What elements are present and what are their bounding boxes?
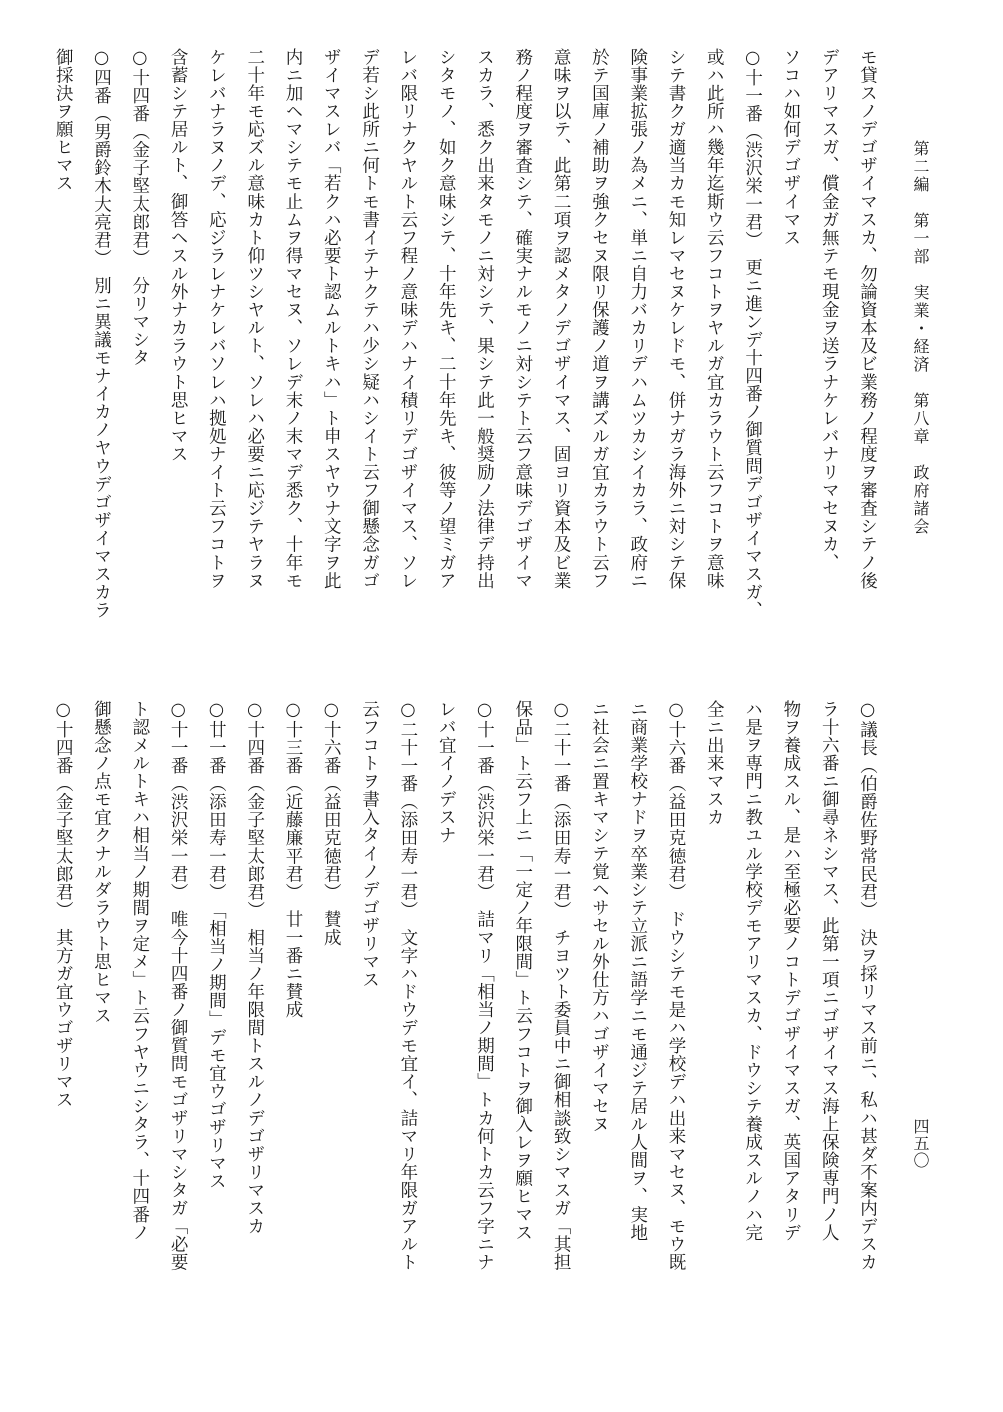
text-column: 二十年モ応ズル意味カト仰ツシヤルト、ソレハ必要ニ応ジテヤラヌ (244, 48, 265, 590)
text-column: レバ宜イノデスナ (436, 700, 457, 845)
text-column: ○十一番（渋沢栄一君） 更ニ進ンデ十四番ノ御質問デゴザイマスガ、 (742, 48, 763, 620)
running-head: 第二編 第一部 実業・経済 第八章 政府諸会 (911, 140, 930, 536)
text-column: 内ニ加ヘマシテモ止ムヲ得マセヌ、ソレデ末ノ末マデ悉ク、十年モ (283, 48, 303, 590)
text-column: 務ノ程度ヲ審査シテ、確実ナルモノニ対シテト云フ意味デゴザイマ (512, 48, 533, 590)
text-column: 保品」ト云フ上ニ「一定ノ年限間」ト云フコトヲ御入レヲ願ヒマス (512, 700, 533, 1242)
text-column: 意味ヲ以テ、此第二項ヲ認メタノデゴザイマス、固ヨリ資本及ビ業 (551, 48, 572, 590)
text-column: シタモノ、如ク意味シテ、十年先キ、二十年先キ、彼等ノ望ミガア (436, 48, 457, 590)
text-column: 含蓄シテ居ルト、御答ヘスル外ナカラウト思ヒマス (168, 48, 189, 464)
text-column: ○十四番（金子堅太郎君） 分リマシタ (129, 48, 150, 367)
text-column: 全ニ出来マスカ (704, 700, 725, 827)
text-column: デアリマスガ、償金ガ無テモ現金ヲ送ラナケレバナリマセヌカ、 (819, 48, 840, 572)
text-column: シテ書クガ適当カモ知レマセヌケレドモ、併ナガラ海外ニ対シテ保 (666, 48, 686, 590)
text-column: ○廿一番（添田寿一君） 「相当ノ期間」デモ宜ウゴザリマス (206, 700, 227, 1191)
text-column: 於テ国庫ノ補助ヲ強クセヌ限リ保護ノ道ヲ講ズルガ宜カラウト云フ (589, 48, 610, 590)
text-column: ○二十一番（添田寿一君） 文字ハドウデモ宜イ、詰マリ年限ガアルト (397, 700, 418, 1272)
text-column: スカラ、悉ク出来タモノニ対シテ、果シテ此一般奨励ノ法律デ持出 (474, 48, 495, 590)
text-column: 或ハ此所ハ幾年迄斯ウ云フコトヲヤルガ宜カラウト云フコトヲ意味 (704, 48, 725, 590)
text-column: ○十四番（金子堅太郎君） 其方ガ宜ウゴザリマス (53, 700, 74, 1109)
text-column: 険事業拡張ノ為メニ、単ニ自力バカリデハムツカシイカラ、政府ニ (627, 48, 648, 590)
text-column: ト認メルトキハ相当ノ期間ヲ定メ」ト云フヤウニシタラ、十四番ノ (129, 700, 150, 1242)
text-column: モ貸スノデゴザイマスカ、勿論資本及ビ業務ノ程度ヲ審査シテノ後 (857, 48, 878, 590)
page-number: 四五〇 (911, 1118, 930, 1169)
text-column: ソコハ如何デゴザイマス (780, 48, 801, 247)
text-column: ○議長（伯爵佐野常民君） 決ヲ採リマス前ニ、私ハ甚ダ不案内デスカ (857, 700, 878, 1272)
text-column: ザイマスレバ「若クハ必要ト認ムルトキハ」ト申スヤウナ文字ヲ此 (321, 48, 342, 590)
text-column: ○十三番（近藤廉平君） 廿一番ニ賛成 (283, 700, 303, 1019)
text-column: ○十一番（渋沢栄一君） 唯今十四番ノ御質問モゴザリマシタガ「必要 (168, 700, 189, 1272)
text-column: ○十六番（益田克徳君） 賛成 (321, 700, 342, 947)
text-column: ○十四番（金子堅太郎君） 相当ノ年限間トスルノデゴザリマスカ (244, 700, 265, 1236)
text-column: 物ヲ養成スル、是ハ至極必要ノコトデゴザイマスガ、英国アタリデ (780, 700, 801, 1242)
text-column: ○四番（男爵鈴木大亮君） 別ニ異議モナイカノヤウデゴザイマスカラ (91, 48, 112, 620)
text-column: デ若シ此所ニ何トモ書イテナクテハ少シ疑ハシイト云フ御懸念ガゴ (359, 48, 380, 590)
text-column: ケレバナラヌノデ、応ジラレナケレバソレハ拠処ナイト云フコトヲ (206, 48, 227, 590)
text-column: 御懸念ノ点モ宜クナルダラウト思ヒマス (91, 700, 112, 1025)
text-column: ○十一番（渋沢栄一君） 詰マリ「相当ノ期間」トカ何トカ云フ字ニナ (474, 700, 495, 1272)
text-column: ○十六番（益田克徳君） ドウシテモ是ハ学校デハ出来マセヌ、モウ既 (666, 700, 686, 1272)
text-column: 云フコトヲ書入タイノデゴザリマス (359, 700, 380, 989)
text-column: レバ限リナクヤルト云フ程ノ意味デハナイ積リデゴザイマス、ソレ (397, 48, 418, 590)
text-column: ○二十一番（添田寿一君） チヨツト委員中ニ御相談致シマスガ「其担 (551, 700, 572, 1272)
text-column: ラ十六番ニ御尋ネシマス、此第一項ニゴザイマス海上保険専門ノ人 (819, 700, 840, 1242)
text-column: ニ商業学校ナドヲ卒業シテ立派ニ語学ニモ通ジテ居ル人間ヲ、実地 (627, 700, 648, 1242)
text-column: ニ社会ニ置キマシテ覚ヘサセル外仕方ハゴザイマセヌ (589, 700, 610, 1134)
text-column: 御採決ヲ願ヒマス (53, 48, 74, 193)
text-column: ハ是ヲ専門ニ教ユル学校デモアリマスカ、ドウシテ養成スルノハ完 (742, 700, 763, 1242)
